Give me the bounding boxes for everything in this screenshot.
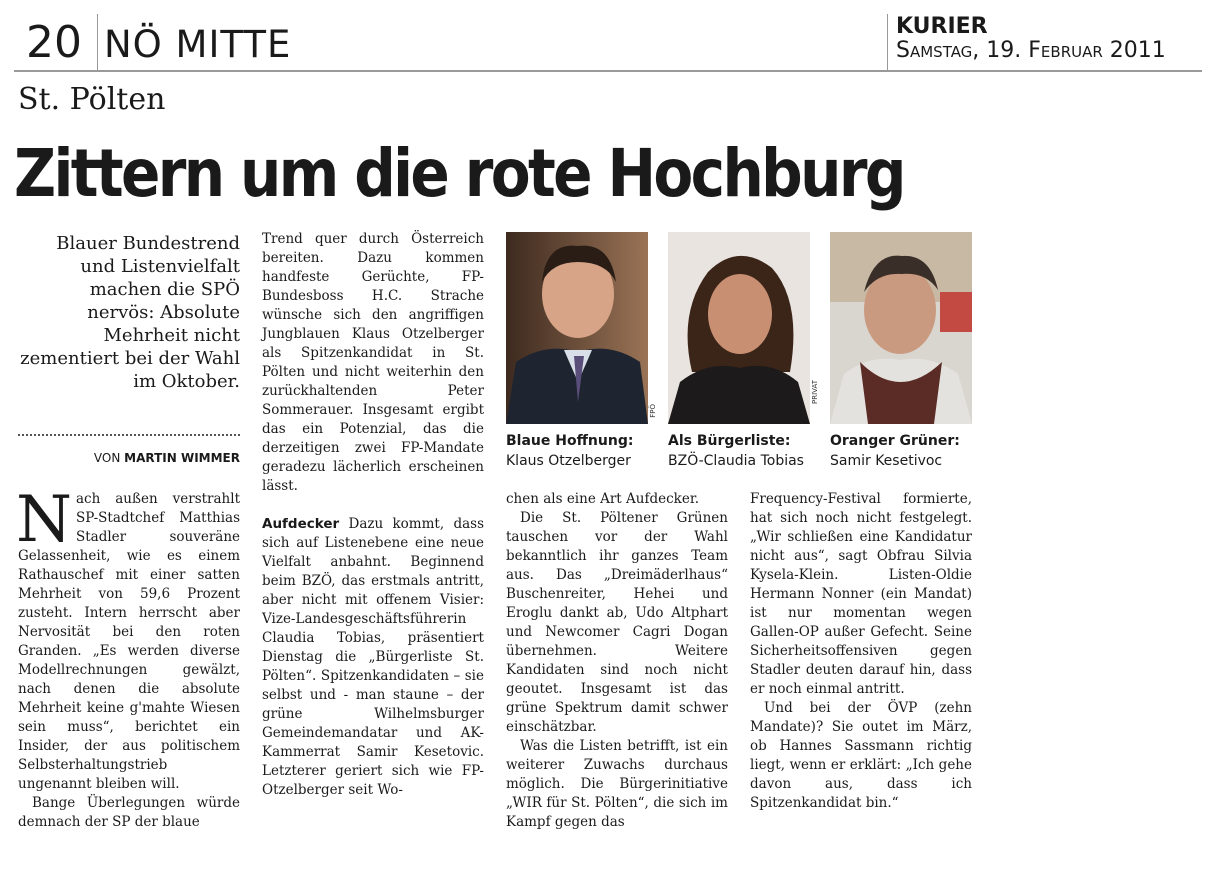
paragraph: Nach außen verstrahlt SP-Stadtchef Matthias Stadler souveräne Gelassenheit, wie es einem Rathauschef mit einer satten Mehrheit von 59,6 Prozent zusteht. Intern herrscht aber Nervosität bei den roten Granden. „Es werden diverse Modellrechnungen gewälzt, nach denen die absolute Mehrheit keine g'mahte Wiesen sein muss“, berichtet ein Insider, der aus politischem Selbsterhaltungstrieb ungenannt bleiben will. — [16, 483, 240, 792]
article-kicker: St. Pölten — [18, 82, 166, 117]
newspaper-name: KURIER — [896, 14, 988, 39]
photo-tobias — [668, 232, 810, 424]
caption-name: Samir Kesetivoc — [830, 453, 943, 469]
subheading: Aufdecker — [262, 516, 340, 532]
paragraph: chen als eine Art Aufdecker. — [506, 491, 700, 507]
caption-name: BZÖ-Claudia Tobias — [668, 453, 804, 469]
portrait-image — [506, 232, 648, 424]
article-column-3 — [506, 490, 728, 832]
caption-name: Klaus Otzelberger — [506, 453, 631, 469]
portrait-image — [830, 232, 972, 424]
photo-kesetovic — [830, 232, 972, 424]
header-divider — [97, 14, 98, 70]
byline — [18, 450, 240, 466]
photo-credit: FPÖ — [649, 404, 657, 418]
caption-title: Blaue Hoffnung: — [506, 433, 634, 449]
section-title: NÖ MITTE — [104, 23, 292, 66]
portrait-image — [668, 232, 810, 424]
paragraph: Trend quer durch Österreich bereiten. Dazu kommen handfeste Gerüchte, FP-Bundesboss H.C. Strache wünsche sich den angriffigen Jungblauen Klaus Otzelberger als Spitzenkandidat in St. Pölten und nicht weiterhin den zurückhaltenden Peter Sommerauer. Insgesamt ergibt das ein Potenzial, das die derzeitigen zwei FP-Mandate geradezu lächerlich erscheinen lässt. — [262, 231, 484, 494]
header-divider-right — [887, 14, 888, 70]
byline-author: MARTIN WIMMER — [124, 451, 240, 465]
paragraph: Und bei der ÖVP (zehn Mandate)? Sie outet im März, ob Hannes Sassmann richtig liegt, wenn er erklärt: „Ich gehe davon aus, dass ich Spitzenkandidat bin.“ — [750, 700, 972, 811]
issue-date: Samstag, 19. Februar 2011 — [896, 38, 1166, 63]
paragraph: Frequency-Festival formierte, hat sich noch nicht festgelegt. „Wir schließen eine Kandidatur nicht aus“, sagt Obfrau Silvia Kysela-Klein. Listen-Oldie Hermann Nonner (ein Mandat) ist nur momentan wegen Gallen-OP außer Gefecht. Seine Sicherheitsoffensiven gegen Stadler deuten darauf hin, dass er noch einmal antritt. — [750, 491, 972, 697]
caption-title: Oranger Grüner: — [830, 433, 960, 449]
article-lead: Blauer Bundestrend und Listenvielfalt machen die SPÖ nervös: Absolute Mehrheit nicht zementiert bei der Wahl im Oktober. — [20, 233, 240, 392]
drop-cap: N — [16, 483, 72, 557]
article-column-4 — [750, 490, 972, 813]
header-rule — [14, 70, 1202, 72]
paragraph: Was die Listen betrifft, ist ein weiterer Zuwachs durchaus möglich. Die Bürgerinitiative „WIR für St. Pölten“, die sich im Kampf gegen das — [506, 738, 728, 830]
photo-credit: PRIVAT — [811, 380, 819, 405]
lead-divider — [18, 434, 240, 436]
paragraph: Bange Überlegungen würde demnach der SP der blaue — [18, 795, 240, 830]
paragraph: Aufdecker Dazu kommt, dass sich auf Listenebene eine neue Vielfalt anbahnt. Beginnend beim BZÖ, das erstmals antritt, aber nicht mit offenem Visier: Vize-Landesgeschäftsführerin Claudia Tobias, präsentiert Dienstag die „Bürgerliste St. Pölten“. Spitzenkandidaten – sie selbst und - man staune – der grüne Wilhelmsburger Gemeindemandatar und AK-Kammerrat Samir Kesetovic. Letzterer geriert sich wie FP-Otzelberger seit Wo- — [262, 516, 484, 798]
photo-otzelberger — [506, 232, 648, 424]
caption-title: Als Bürgerliste: — [668, 433, 791, 449]
article-column-2 — [262, 230, 484, 800]
article-headline: Zittern um die rote Hochburg — [14, 135, 904, 212]
paragraph: Die St. Pöltener Grünen tauschen vor der Wahl bekanntlich ihr ganzes Team aus. Das „Dreimäderlhaus“ Buschenreiter, Hehei und Eroglu dankt ab, Udo Altphart und Newcomer Cagri Dogan übernehmen. Weitere Kandidaten sind noch nicht geoutet. Insgesamt ist das grüne Spektrum damit schwer einschätzbar. — [506, 510, 728, 735]
byline-prefix: VON — [93, 451, 121, 465]
page-number: 20 — [26, 17, 82, 68]
article-column-1 — [16, 483, 240, 832]
